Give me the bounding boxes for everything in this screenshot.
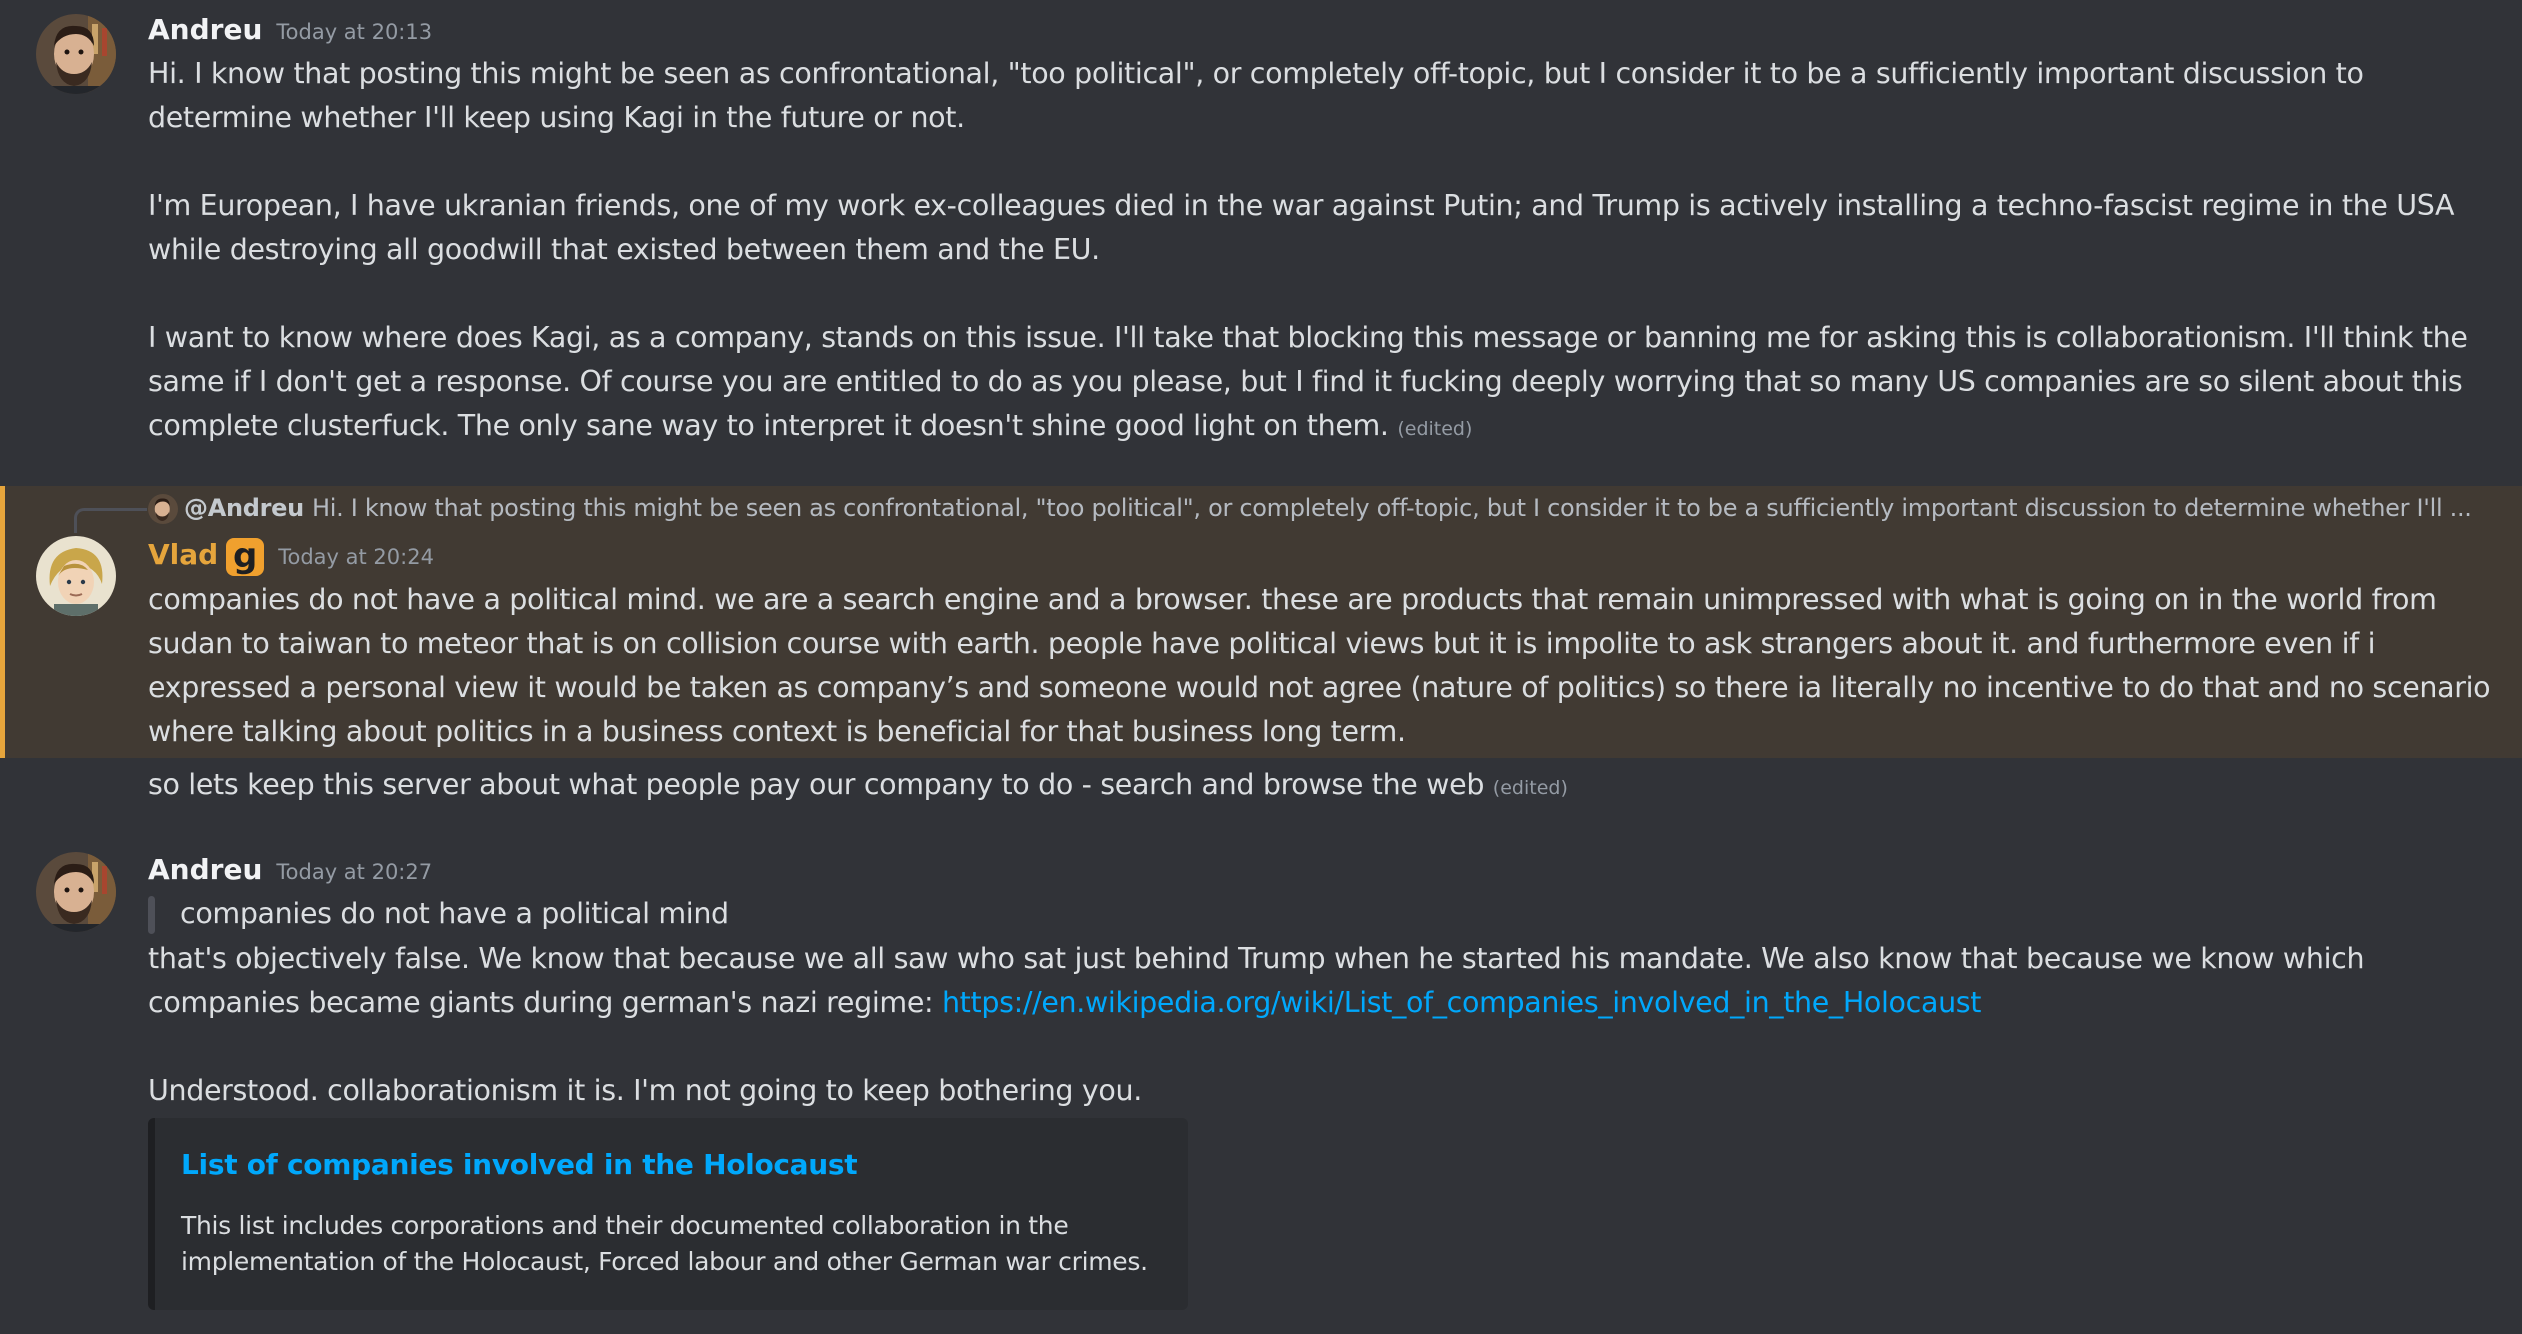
andreu-avatar[interactable]: [36, 14, 116, 94]
embed-title[interactable]: List of companies involved in the Holocaust: [181, 1148, 858, 1181]
reply-mention[interactable]: @Andreu: [184, 494, 304, 522]
message-paragraph: companies do not have a political mind. we are a search engine and a browser. these are products that remain unimpressed with what is going on in the world from sudan to taiwan to meteor that is on collision course with earth. people have political views but it is impolite to ask strangers about it. and furthermore even if i expressed a personal view it would be taken as company’s and someone would not agree (nature of politics) so there ia literally no incentive to do that and no scenario where talking about politics in a business context is beneficial for that business long term.: [148, 583, 2491, 748]
message-timestamp[interactable]: Today at 20:24: [278, 545, 434, 569]
reply-avatar: [148, 494, 178, 524]
message-paragraph: [148, 937, 2498, 1025]
message-paragraph: I'm European, I have ukranian friends, one of my work ex-colleagues died in the war against Putin; and Trump is actively installing a techno-fascist regime in the USA while destroying all goodwill that existed between them and the EU.: [148, 189, 2455, 266]
author-name[interactable]: Andreu: [148, 13, 263, 46]
message-content: [148, 578, 2498, 754]
reply-connector: [74, 508, 147, 533]
message-paragraph-text: that's objectively false. We know that because we all saw who sat just behind Trump when he started his mandate. We also know that because we know which companies became giants during german's nazi regime:: [148, 942, 2365, 1019]
reply-preview-text: Hi. I know that posting this might be seen as confrontational, "too political", or completely off-topic, but I consider it to be a sufficiently important discussion to determine whether I'll ...: [311, 494, 2472, 522]
author-name[interactable]: Andreu: [148, 853, 263, 886]
message-paragraph-text: I want to know where does Kagi, as a company, stands on this issue. I'll take that blocking this message or banning me for asking this is collaborationism. I'll think the same if I don't get a response. Of course you are entitled to do as you please, but I find it fucking deeply worrying that so many US companies are so silent about this complete clusterfuck. The only sane way to interpret it doesn't shine good light on them.: [148, 321, 2468, 442]
message-content: [148, 937, 2498, 1113]
wikipedia-link[interactable]: https://en.wikipedia.org/wiki/List_of_companies_involved_in_the_Holocaust: [941, 986, 1982, 1019]
message-timestamp[interactable]: Today at 20:27: [276, 860, 433, 884]
andreu-avatar[interactable]: [36, 852, 116, 932]
block-quote: companies do not have a political mind: [148, 894, 729, 934]
message-paragraph-text: so lets keep this server about what people pay our company to do - search and browse the web: [148, 768, 1485, 801]
role-badge-icon[interactable]: g: [226, 538, 264, 576]
message-followup: [148, 763, 2498, 810]
edited-label: (edited): [1397, 418, 1473, 440]
message-paragraph: Understood. collaborationism it is. I'm not going to keep bothering you.: [148, 1074, 1142, 1107]
message-paragraph: Hi. I know that posting this might be seen as confrontational, "too political", or completely off-topic, but I consider it to be a sufficiently important discussion to determine whether I'll keep using Kagi in the future or not.: [148, 57, 2364, 134]
message-timestamp[interactable]: Today at 20:13: [276, 20, 433, 44]
embed-description: This list includes corporations and their documented collaboration in the implementation of the Holocaust, Forced labour and other German war crimes.: [181, 1211, 1148, 1276]
message-paragraph: [148, 316, 2498, 451]
link-embed: [148, 1118, 1188, 1310]
reply-preview[interactable]: [148, 490, 2498, 526]
message-paragraph: [148, 763, 2498, 810]
author-name[interactable]: Vlad: [148, 538, 219, 571]
message-content: [148, 52, 2498, 451]
edited-label: (edited): [1492, 777, 1568, 799]
vlad-avatar[interactable]: [36, 536, 116, 616]
